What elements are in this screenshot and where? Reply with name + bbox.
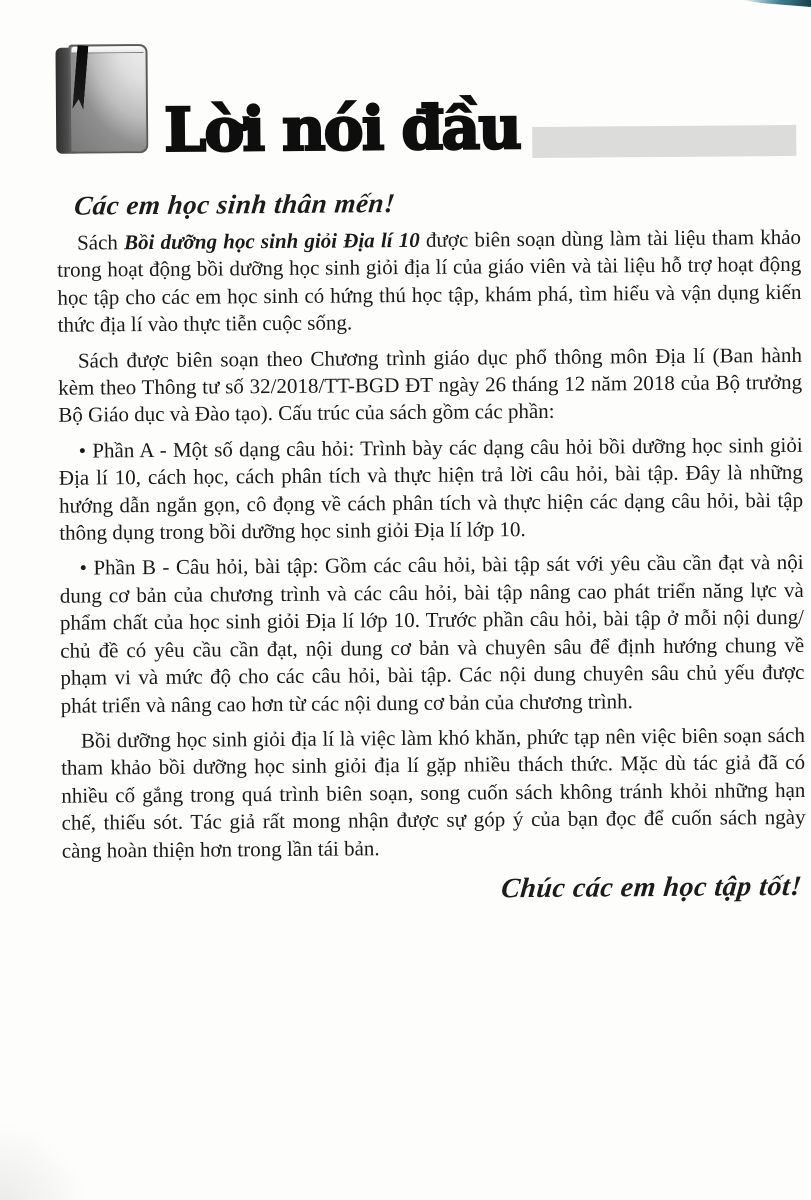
book-title-emphasis: Bồi dưỡng học sinh giỏi Địa lí 10 [123,227,420,255]
paragraph-conclusion: Bồi dưỡng học sinh giỏi địa lí là việc làm khó khăn, phức tạp nên việc biên soạn sách tham khảo bồi dưỡng học sinh giỏi địa lí gặp nhiều thách thức. Mặc dù tác giả đã có nhiều cố gắng trong quá trình biên soạn, song cuốn sách không tránh khỏi những hạn chế, thiếu sót. Tác giả rất mong nhận được sự góp ý của bạn đọc để cuốn sách ngày càng hoàn thiện hơn trong lần tái bản. [61,722,806,863]
paragraph-intro [57,224,802,339]
paragraph-part-a: • Phần A - Một số dạng câu hỏi: Trình bày các dạng câu hỏi bồi dưỡng học sinh giỏi Địa lí 10, cách học, cách phân tích và thực hiện trả lời câu hỏi, bài tập. Đây là những hướng dẫn ngắn gọn, cô đọng về cách phân tích và thực hiện các dạng câu hỏi, bài tập thông dụng trong bồi dưỡng học sinh giỏi Địa lí lớp 10. [58,432,804,545]
greeting-text: Các em học sinh thân mến! [72,188,397,221]
page-title: Lời nói đầu [163,93,521,166]
foreword-body [57,185,807,909]
title-accent-bar [532,125,796,158]
intro-rest: được biên soạn dùng làm tài liệu tham khảo trong hoạt động bồi dưỡng học sinh giỏi địa lí của giáo viên và tài liệu hỗ trợ hoạt động học tập cho các em học sinh có hứng thú học tập, khám phá, tìm hiểu và vận dụng kiến thức địa lí vào thực tiễn cuộc sống. [57,224,802,337]
closing-text: Chúc các em học tập tốt! [499,870,804,905]
paragraph-part-b: • Phần B - Câu hỏi, bài tập: Gồm các câu hỏi, bài tập sát với yêu cầu cần đạt và nội dung cơ bản của chương trình và các câu hỏi, bài tập nâng cao phát triển năng lực và phẩm chất của học sinh giỏi Địa lí lớp 10. Trước phần câu hỏi, bài tập ở mỗi nội dung/ chủ đề có yêu cầu cần đạt, nội dung cơ bản và chuyên sâu để định hướng chung về phạm vi và mức độ cho các câu hỏi, bài tập. Các nội dung chuyên sâu chủ yếu được phát triển và nâng cao hơn từ các nội dung cơ bản của chương trình. [59,550,805,718]
book-icon [55,44,148,154]
paragraph-structure: Sách được biên soạn theo Chương trình giáo dục phổ thông môn Địa lí (Ban hành kèm theo Thông tư số 32/2018/TT-BGD ĐT ngày 26 tháng 12 năm 2018 của Bộ trưởng Bộ Giáo dục và Đào tạo). Cấu trúc của sách gồm các phần: [58,342,803,428]
intro-prefix: Sách [76,230,125,255]
